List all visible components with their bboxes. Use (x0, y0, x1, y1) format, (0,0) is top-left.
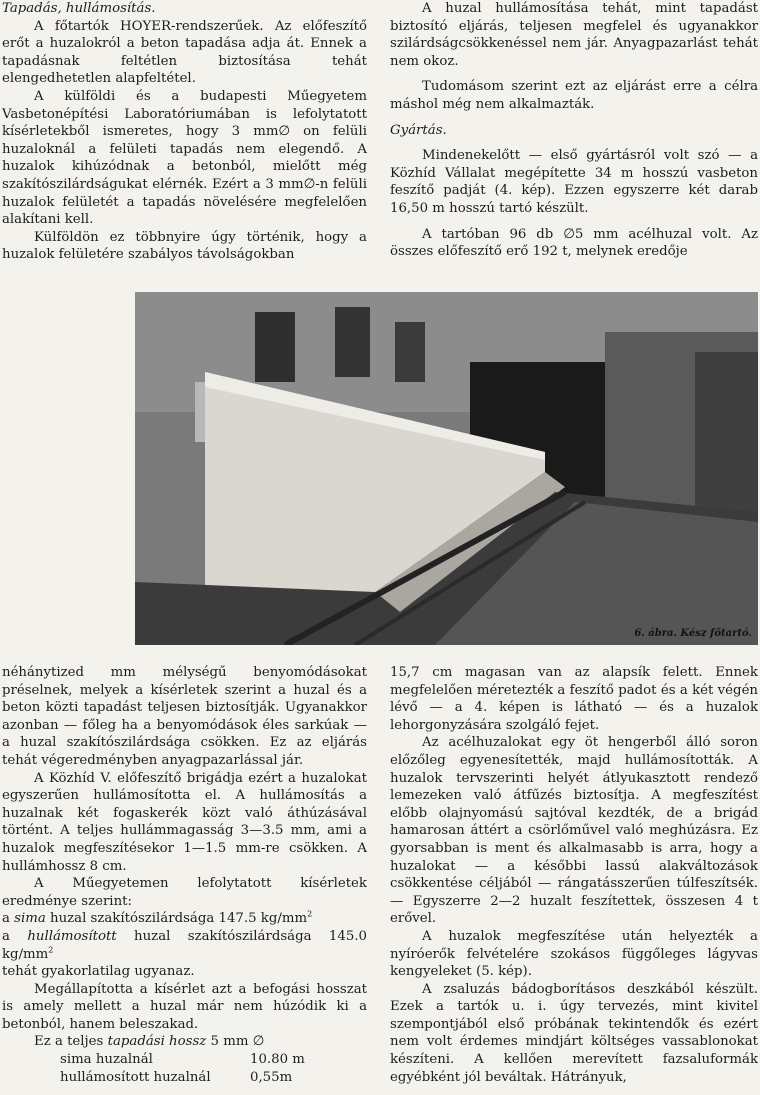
paragraph: A Műegyetemen lefolytatott kísérletek eredménye szerint: (2, 876, 367, 909)
paragraph: A zsaluzás bádogborításos deszkából készült. Ezek a tartók u. i. úgy tervezés, mint kivitel szempontjából első próbának tekintendők és ezért nem volt érdemes mindjárt költséges vassablonokat készíteni. A kellően merevített fazsaluformák egyébként jól beváltak. Hátrányuk, (390, 981, 758, 1085)
paragraph: Mindenekelőtt — első gyártásról volt szó — a Közhíd Vállalat megépítette 34 m hosszú vasbeton feszítő padját (4. kép). Ezzen egyszerre két darab 16,50 m hosszú tartó készült. (390, 148, 758, 216)
table-label: sima huzalnál (60, 1052, 153, 1068)
paragraph: A tartóban 96 db ∅5 mm acélhuzal volt. Az összes előfeszítő erő 192 t, melynek eredője (390, 226, 758, 260)
left-bottom-column (2, 664, 367, 1086)
paragraph: 15,7 cm magasan van az alapsík felett. Ennek megfelelően méretezték a feszítő padot és a két végén lévő — a 4. képen is látható — és a huzalok lehorgonyzására szolgáló fejet. (390, 665, 758, 733)
section-heading-tapadas: Tapadás, hullámosítás. (2, 1, 156, 16)
result-line-sima: a sima huzal szakítószilárdsága 147.5 $kg/mm^2$ (2, 909, 313, 927)
section-heading-gyartas: Gyártás. (390, 122, 447, 138)
girder-photo-illustration (135, 292, 758, 645)
result-line-hullamositott: a hullámosított huzal szakítószilárdsága 145.0 $kg/mm^2$ (2, 928, 367, 962)
result-conclusion: tehát gyakorlatilag ugyanaz. (2, 964, 195, 980)
paragraph: A huzal hullámosítása tehát, mint tapadást biztosító eljárás, teljesen megfelel és ugyanakkor szilárdságcsökkenéssel nem jár. Anyagpazarlást tehát nem okoz. (390, 1, 758, 69)
paragraph: A főtartók HOYER-rendszerűek. Az előfeszítő erőt a huzalokról a beton tapadása adja át. Ennek a tapadásnak feltétlen biztosítása tehát elengedhetetlen alapfeltétel. (2, 18, 367, 87)
table-value: 0,55m (250, 1069, 293, 1085)
right-bottom-column (390, 664, 758, 1086)
table-value: 10.80 m (250, 1052, 305, 1068)
paragraph: Tudomásom szerint ezt az eljárást erre a célra máshol még nem alkalmazták. (390, 79, 758, 112)
paragraph: Külföldön ez többnyire úgy történik, hogy a huzalok felületére szabályos távolságokban (2, 229, 367, 263)
photo-finished-main-girder (135, 292, 758, 645)
paragraph: A Közhíd V. előfeszítő brigádja ezért a huzalokat egyszerűen hullámosította el. A hullámosítás a huzalnak két fogaskerék közt való áthúzásával történt. A teljes hullámmagasság 3—3.5 mm, ami a huzalok megfeszítésekor 1—1.5 mm-re csökken. A hullámhossz 8 cm. (2, 770, 367, 874)
bond-length-table (2, 1051, 367, 1086)
paragraph: Az acélhuzalokat egy öt hengerből álló soron előzőleg egyenesítették, majd hullámosították. A huzalok tervszerinti helyét átlyukasztott rendező lemezeken való átfűzés biztosítja. A megfeszítést előbb olajnyomású sajtóval kezdték, de a brigád hamarosan áttért a csörlőművel való meghúzásra. Ez gyorsabban is ment és alkalmasabb is arra, hogy a huzalokat — a későbbi lassú alakváltozások csökkentése céljából — rángatásszerűen túlfeszítsék. — Egyszerre 2—2 huzalt feszítettek, összesen 4 t erővel. (390, 735, 758, 927)
table-label: hullámosított huzalnál (60, 1069, 211, 1085)
bond-length-line: Ez a teljes tapadási hossz 5 mm ∅ (34, 1034, 265, 1050)
figure-caption: 6. ábra. Kész főtartó. (634, 628, 752, 639)
left-top-column (2, 0, 367, 264)
right-top-column (390, 0, 758, 261)
paragraph: néhánytized mm mélységű benyomódásokat préselnek, melyek a kísérletek szerint a huzal és a beton közti tapadást teljesen biztosítják. Ugyanakkor azonban — főleg ha a benyomódások éles sarkúak — a huzal szakítószilárdsága csökken. Ez az eljárás tehát végeredményben anyagpazarlással jár. (2, 665, 367, 768)
paragraph: A huzalok megfeszítése után helyezték a nyíróerők felvételére szokásos függőleges lágyvas kengyeleket (5. kép). (390, 928, 758, 980)
paragraph: A külföldi és a budapesti Műegyetem Vasbetonépítési Laboratóriumában is lefolytatott kísérletekből ismeretes, hogy 3 mm∅ on felüli huzaloknál a felületi tapadás nem elegendő. A huzalok kihúzódnak a betonból, mielőtt még szakítószilárdságukat elérnék. Ezért a 3 mm∅-n felüli huzalok felületét a tapadás növelésére megfelelően alakítani kell. (2, 88, 367, 228)
paragraph: Megállapította a kísérlet azt a befogási hosszat is amely mellett a huzal már nem húzódik ki a betonból, hanem beleszakad. (2, 981, 367, 1032)
